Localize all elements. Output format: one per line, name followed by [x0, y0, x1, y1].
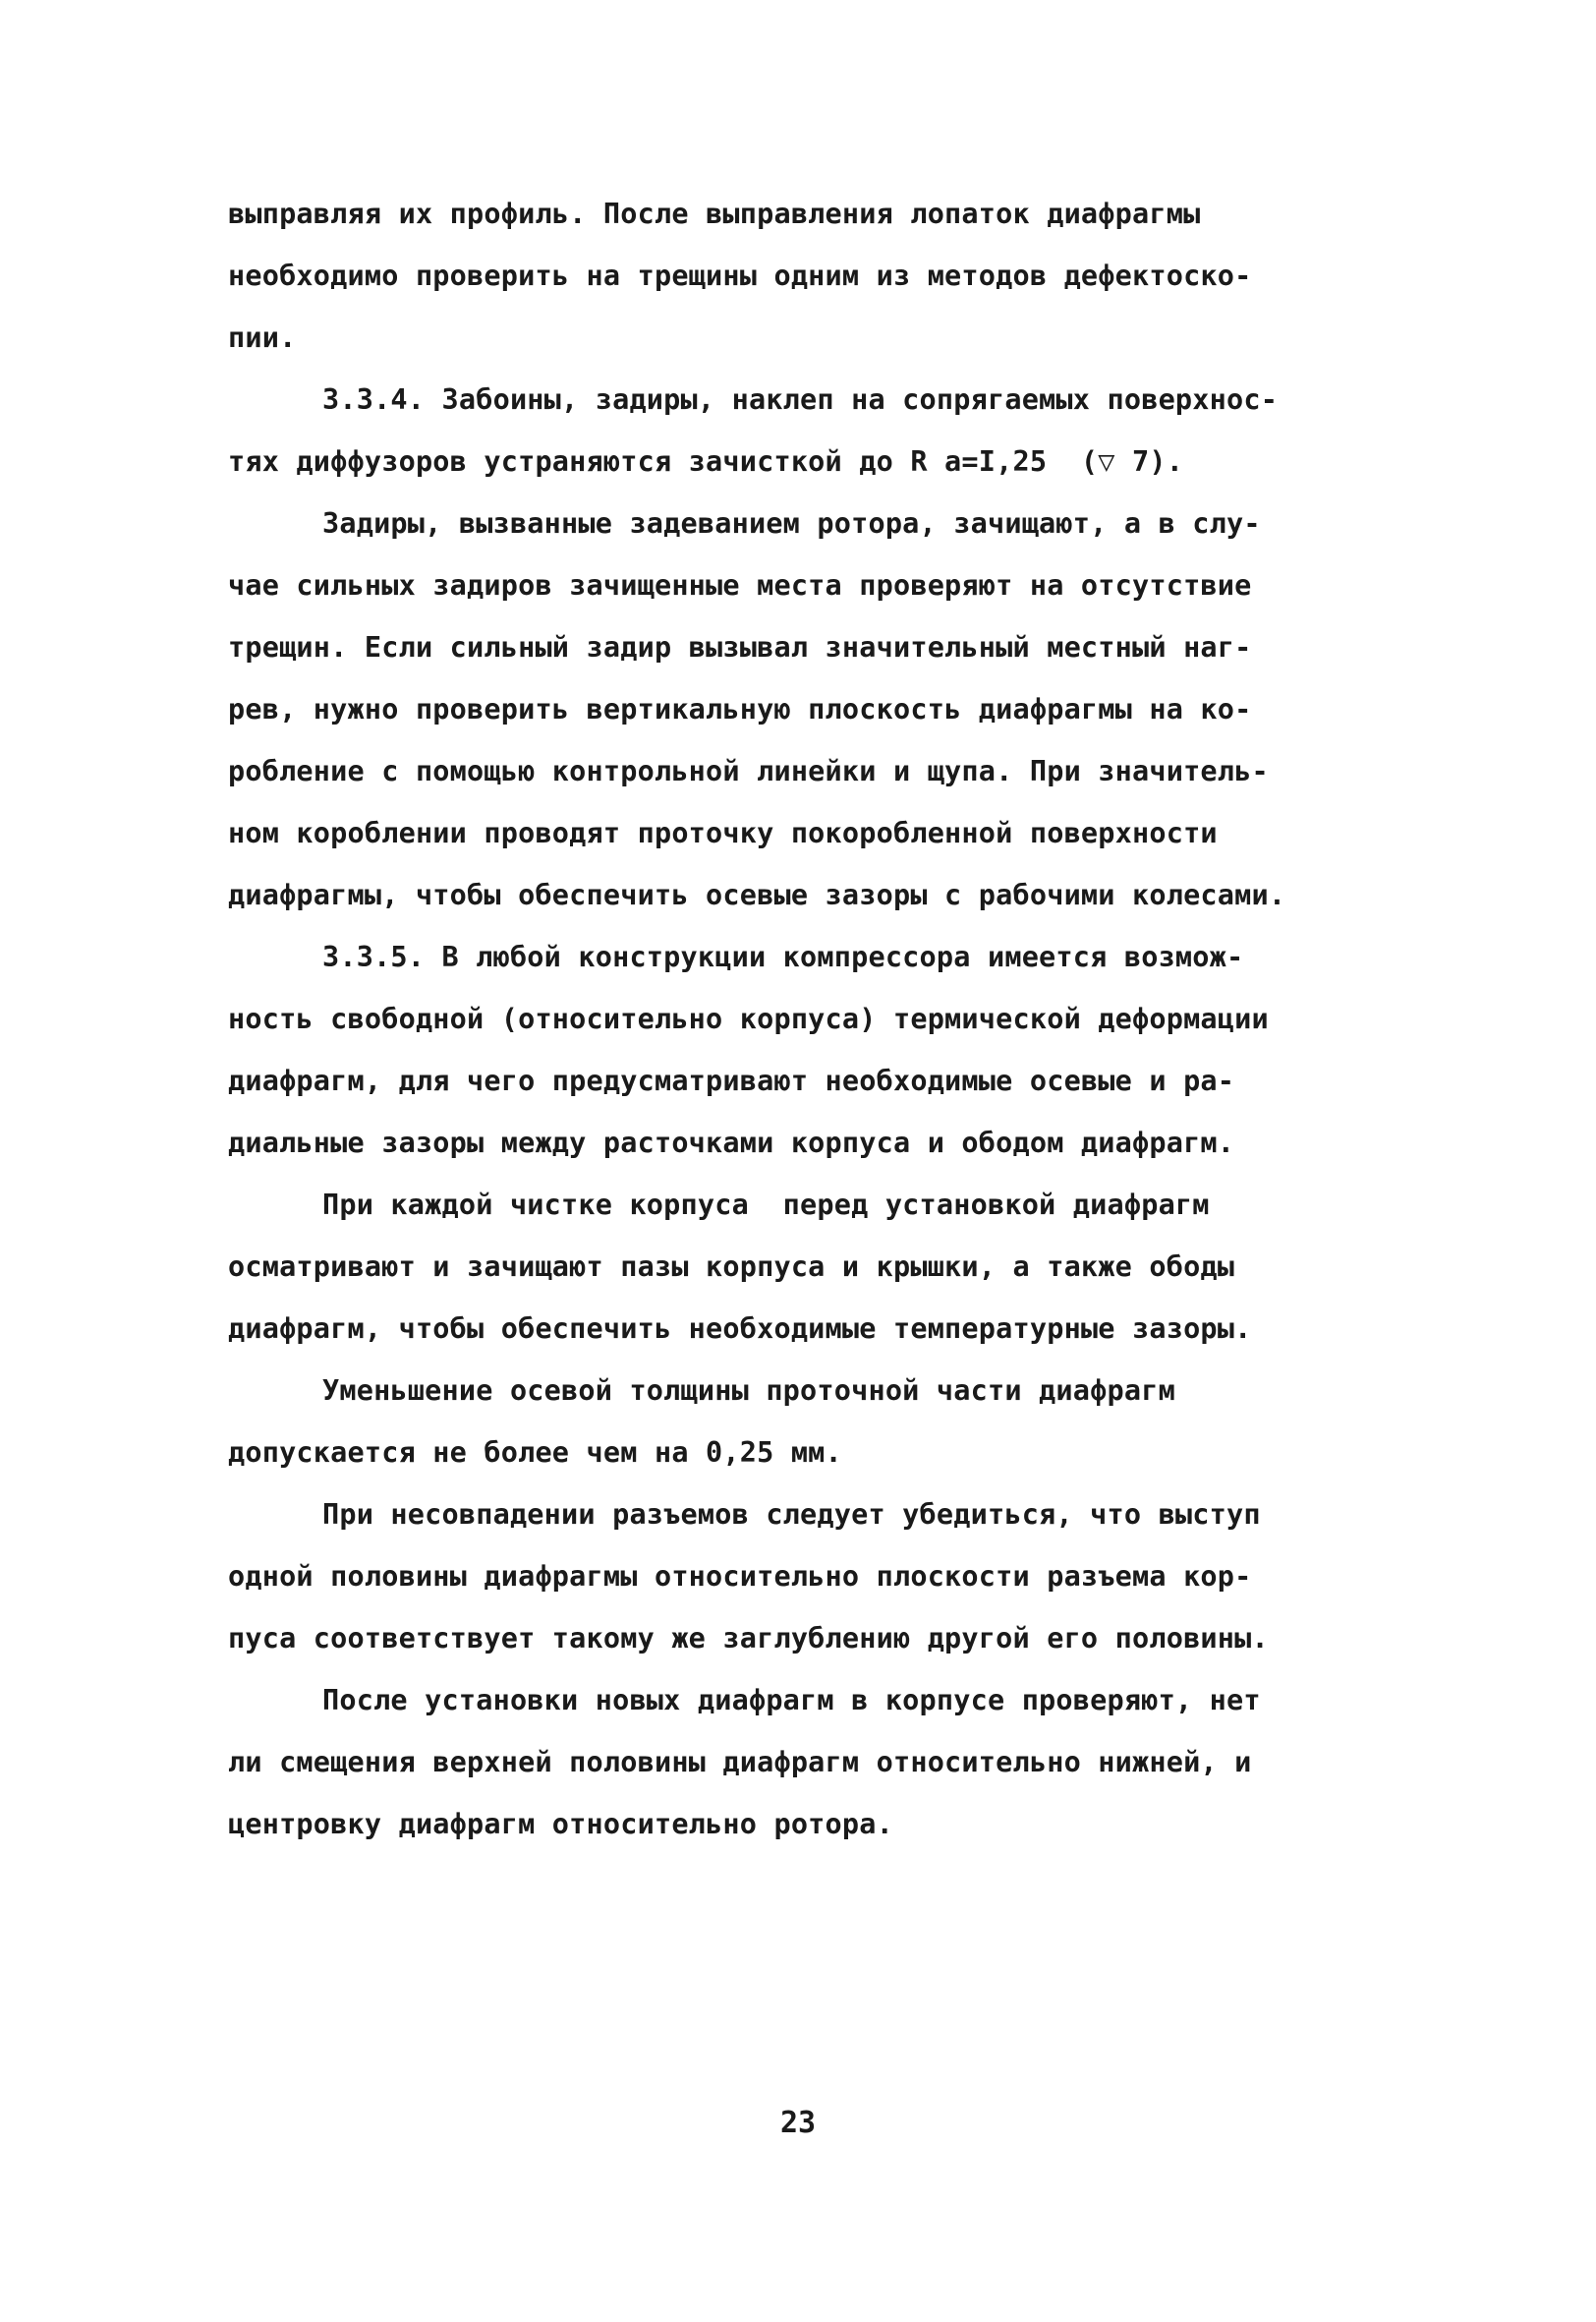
text-line: центровку диафрагм относительно ротора.	[228, 1808, 893, 1840]
text-line: ли смещения верхней половины диафрагм относительно нижней, и	[228, 1746, 1252, 1778]
text-line: ность свободной (относительно корпуса) термической деформации	[228, 1003, 1269, 1035]
section-heading-3-3-5: 3.3.5. В любой конструкции компрессора имеется возмож-	[322, 941, 1244, 973]
text-line: допускается не более чем на 0,25 мм.	[228, 1436, 842, 1469]
paragraph-start: При несовпадении разъемов следует убедиться, что выступ	[322, 1498, 1261, 1531]
text-line: диафрагм, для чего предусматривают необходимые осевые и ра-	[228, 1065, 1235, 1097]
text-line: ном короблении проводят проточку покоробленной поверхности	[228, 817, 1218, 849]
text-line: трещин. Если сильный задир вызывал значительный местный наг-	[228, 631, 1252, 664]
text-line: пии.	[228, 321, 297, 354]
text-line: выправляя их профиль. После выправления лопаток диафрагмы	[228, 198, 1201, 230]
text-line: чае сильных задиров зачищенные места проверяют на отсутствие	[228, 569, 1252, 602]
text-line: диафрагмы, чтобы обеспечить осевые зазоры с рабочими колесами.	[228, 879, 1286, 911]
text-line: пуса соответствует такому же заглублению другой его половины.	[228, 1622, 1269, 1654]
section-heading-3-3-4: 3.3.4. Забоины, задиры, наклеп на сопрягаемых поверхнос-	[322, 383, 1279, 416]
text-line: робление с помощью контрольной линейки и щупа. При значитель-	[228, 755, 1269, 787]
text-line: рев, нужно проверить вертикальную плоскость диафрагмы на ко-	[228, 693, 1252, 726]
paragraph-start: При каждой чистке корпуса перед установкой диафрагм	[322, 1189, 1210, 1221]
text-line: тях диффузоров устраняются зачисткой до R a=I,25 (▽ 7).	[228, 445, 1184, 478]
paragraph-start: Задиры, вызванные задеванием ротора, зачищают, а в слу-	[322, 507, 1261, 540]
text-line: диальные зазоры между расточками корпуса и ободом диафрагм.	[228, 1127, 1235, 1159]
text-line: одной половины диафрагмы относительно плоскости разъема кор-	[228, 1560, 1252, 1593]
page-number: 23	[779, 2106, 817, 2140]
text-line: осматривают и зачищают пазы корпуса и крышки, а также ободы	[228, 1250, 1235, 1283]
text-line: диафрагм, чтобы обеспечить необходимые температурные зазоры.	[228, 1312, 1252, 1345]
body-text	[228, 183, 1388, 1855]
text-line: необходимо проверить на трещины одним из методов дефектоско-	[228, 260, 1252, 292]
paragraph-start: Уменьшение осевой толщины проточной части диафрагм	[322, 1374, 1175, 1407]
paragraph-start: После установки новых диафрагм в корпусе проверяют, нет	[322, 1684, 1261, 1716]
